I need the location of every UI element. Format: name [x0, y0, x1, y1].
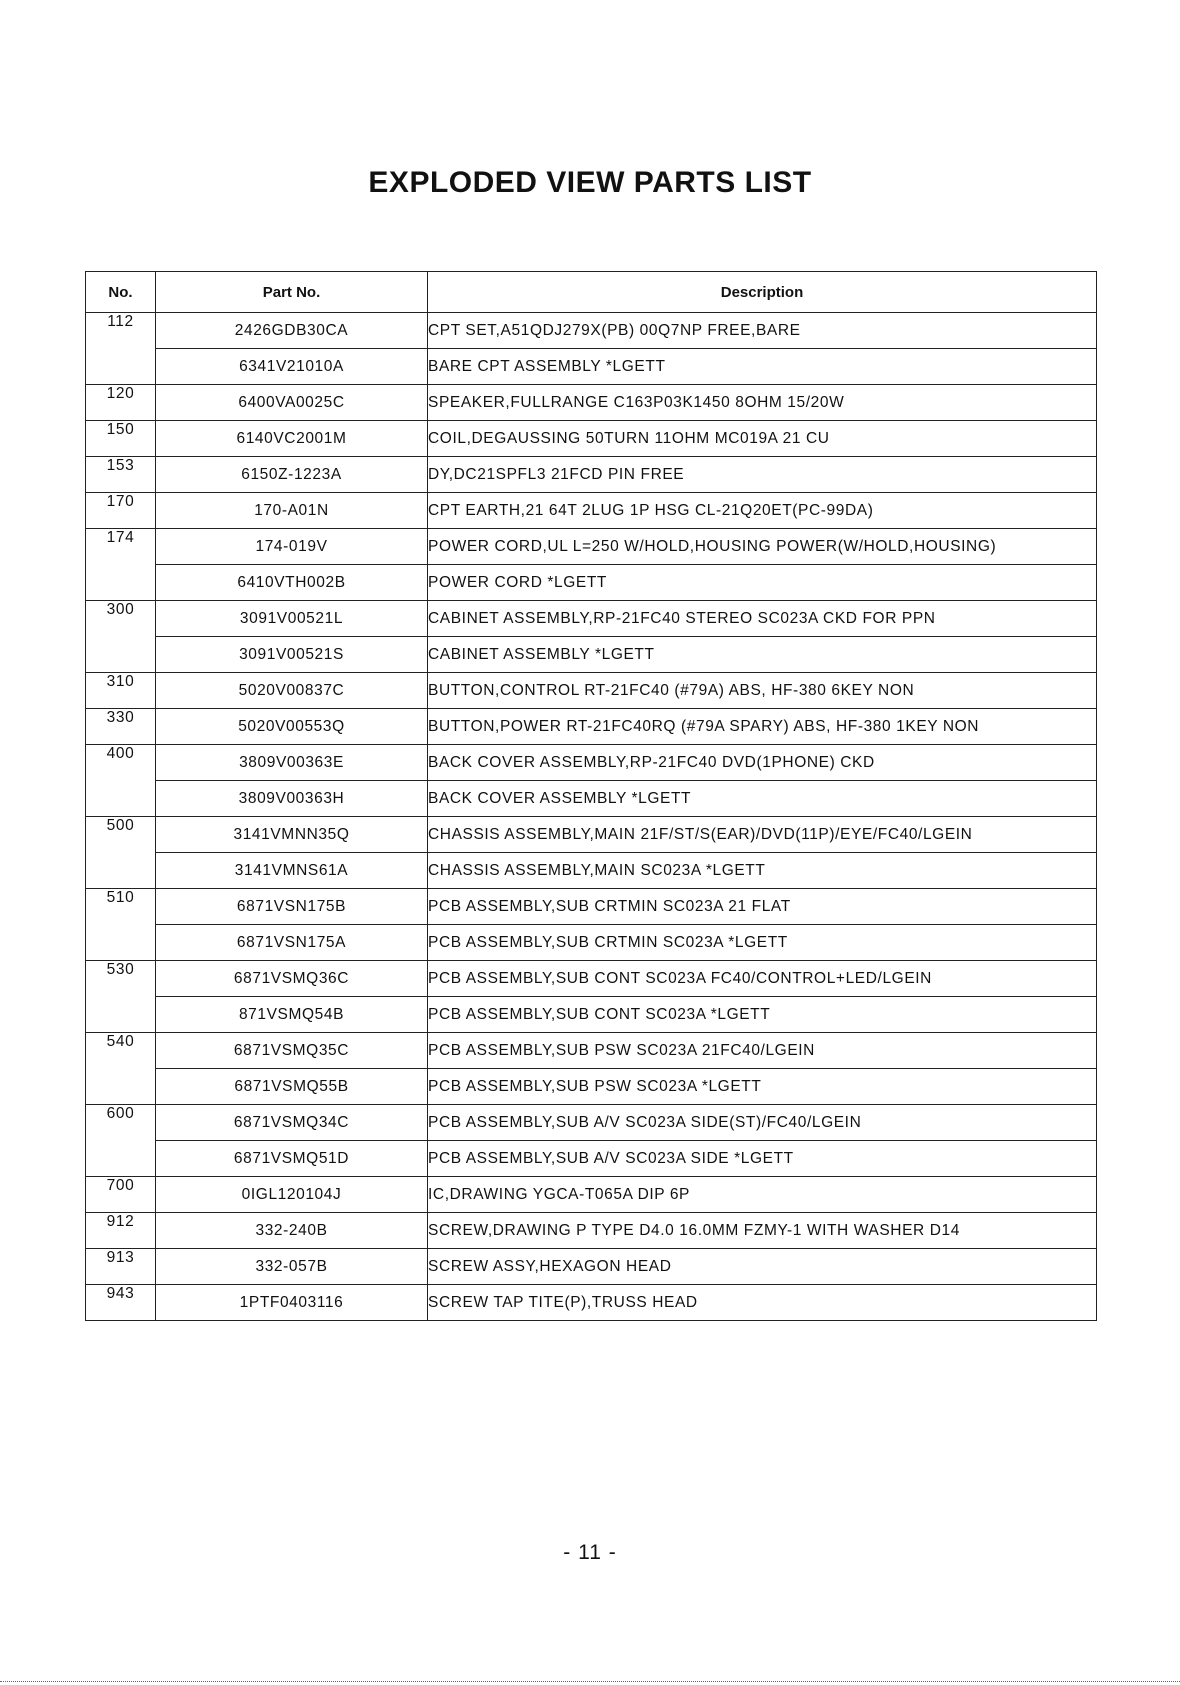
part-number-cell: 0IGL120104J — [156, 1177, 428, 1213]
parts-table-body — [86, 313, 1097, 1321]
description-cell: CPT SET,A51QDJ279X(PB) 00Q7NP FREE,BARE — [428, 313, 1097, 349]
item-number-cell: 530 — [86, 961, 156, 1033]
table-row — [86, 1285, 1097, 1321]
description-cell: CABINET ASSEMBLY,RP-21FC40 STEREO SC023A CKD FOR PPN — [428, 601, 1097, 637]
column-header-part-no: Part No. — [156, 272, 428, 313]
description-cell: PCB ASSEMBLY,SUB CRTMIN SC023A *LGETT — [428, 925, 1097, 961]
table-row — [86, 1249, 1097, 1285]
item-number-cell: 330 — [86, 709, 156, 745]
table-row — [86, 637, 1097, 673]
part-number-cell: 6871VSN175A — [156, 925, 428, 961]
part-number-cell: 1PTF0403116 — [156, 1285, 428, 1321]
table-row — [86, 313, 1097, 349]
description-cell: PCB ASSEMBLY,SUB PSW SC023A *LGETT — [428, 1069, 1097, 1105]
table-row — [86, 1213, 1097, 1249]
description-cell: BACK COVER ASSEMBLY,RP-21FC40 DVD(1PHONE) CKD — [428, 745, 1097, 781]
part-number-cell: 871VSMQ54B — [156, 997, 428, 1033]
table-row — [86, 1141, 1097, 1177]
page-number: - 11 - — [563, 1541, 617, 1564]
column-header-no: No. — [86, 272, 156, 313]
item-number-cell: 540 — [86, 1033, 156, 1105]
table-row — [86, 709, 1097, 745]
table-row — [86, 961, 1097, 997]
part-number-cell: 3141VMNS61A — [156, 853, 428, 889]
description-cell: BUTTON,CONTROL RT-21FC40 (#79A) ABS, HF-380 6KEY NON — [428, 673, 1097, 709]
description-cell: BARE CPT ASSEMBLY *LGETT — [428, 349, 1097, 385]
item-number-cell: 153 — [86, 457, 156, 493]
table-row — [86, 457, 1097, 493]
column-header-description: Description — [428, 272, 1097, 313]
part-number-cell: 2426GDB30CA — [156, 313, 428, 349]
part-number-cell: 3091V00521L — [156, 601, 428, 637]
part-number-cell: 174-019V — [156, 529, 428, 565]
item-number-cell: 912 — [86, 1213, 156, 1249]
description-cell: PCB ASSEMBLY,SUB PSW SC023A 21FC40/LGEIN — [428, 1033, 1097, 1069]
description-cell: PCB ASSEMBLY,SUB A/V SC023A SIDE *LGETT — [428, 1141, 1097, 1177]
table-row — [86, 601, 1097, 637]
description-cell: SCREW ASSY,HEXAGON HEAD — [428, 1249, 1097, 1285]
item-number-cell: 600 — [86, 1105, 156, 1177]
item-number-cell: 120 — [86, 385, 156, 421]
item-number-cell: 310 — [86, 673, 156, 709]
item-number-cell: 913 — [86, 1249, 156, 1285]
table-row — [86, 1069, 1097, 1105]
description-cell: BUTTON,POWER RT-21FC40RQ (#79A SPARY) ABS, HF-380 1KEY NON — [428, 709, 1097, 745]
description-cell: DY,DC21SPFL3 21FCD PIN FREE — [428, 457, 1097, 493]
part-number-cell: 3809V00363H — [156, 781, 428, 817]
part-number-cell: 170-A01N — [156, 493, 428, 529]
item-number-cell: 300 — [86, 601, 156, 673]
part-number-cell: 6140VC2001M — [156, 421, 428, 457]
part-number-cell: 6871VSMQ55B — [156, 1069, 428, 1105]
description-cell: PCB ASSEMBLY,SUB CONT SC023A *LGETT — [428, 997, 1097, 1033]
item-number-cell: 500 — [86, 817, 156, 889]
table-row — [86, 853, 1097, 889]
description-cell: PCB ASSEMBLY,SUB CONT SC023A FC40/CONTROL+LED/LGEIN — [428, 961, 1097, 997]
table-row — [86, 1177, 1097, 1213]
description-cell: IC,DRAWING YGCA-T065A DIP 6P — [428, 1177, 1097, 1213]
part-number-cell: 6341V21010A — [156, 349, 428, 385]
table-row — [86, 385, 1097, 421]
description-cell: BACK COVER ASSEMBLY *LGETT — [428, 781, 1097, 817]
part-number-cell: 3091V00521S — [156, 637, 428, 673]
item-number-cell: 943 — [86, 1285, 156, 1321]
part-number-cell: 5020V00553Q — [156, 709, 428, 745]
table-row — [86, 1105, 1097, 1141]
table-row — [86, 493, 1097, 529]
table-row — [86, 529, 1097, 565]
table-row — [86, 889, 1097, 925]
description-cell: PCB ASSEMBLY,SUB A/V SC023A SIDE(ST)/FC40/LGEIN — [428, 1105, 1097, 1141]
table-row — [86, 781, 1097, 817]
item-number-cell: 112 — [86, 313, 156, 385]
part-number-cell: 6871VSMQ35C — [156, 1033, 428, 1069]
part-number-cell: 332-240B — [156, 1213, 428, 1249]
part-number-cell: 6400VA0025C — [156, 385, 428, 421]
description-cell: SCREW,DRAWING P TYPE D4.0 16.0MM FZMY-1 WITH WASHER D14 — [428, 1213, 1097, 1249]
item-number-cell: 400 — [86, 745, 156, 817]
table-row — [86, 421, 1097, 457]
description-cell: CABINET ASSEMBLY *LGETT — [428, 637, 1097, 673]
part-number-cell: 6410VTH002B — [156, 565, 428, 601]
part-number-cell: 6871VSMQ51D — [156, 1141, 428, 1177]
table-row — [86, 565, 1097, 601]
part-number-cell: 6871VSMQ36C — [156, 961, 428, 997]
description-cell: SPEAKER,FULLRANGE C163P03K1450 8OHM 15/20W — [428, 385, 1097, 421]
description-cell: CPT EARTH,21 64T 2LUG 1P HSG CL-21Q20ET(PC-99DA) — [428, 493, 1097, 529]
description-cell: COIL,DEGAUSSING 50TURN 11OHM MC019A 21 CU — [428, 421, 1097, 457]
parts-table — [85, 271, 1097, 1321]
item-number-cell: 510 — [86, 889, 156, 961]
part-number-cell: 3141VMNN35Q — [156, 817, 428, 853]
part-number-cell: 3809V00363E — [156, 745, 428, 781]
item-number-cell: 170 — [86, 493, 156, 529]
part-number-cell: 6871VSN175B — [156, 889, 428, 925]
table-row — [86, 745, 1097, 781]
table-row — [86, 997, 1097, 1033]
page-title: EXPLODED VIEW PARTS LIST — [368, 166, 812, 199]
description-cell: PCB ASSEMBLY,SUB CRTMIN SC023A 21 FLAT — [428, 889, 1097, 925]
item-number-cell: 174 — [86, 529, 156, 601]
table-row — [86, 925, 1097, 961]
part-number-cell: 5020V00837C — [156, 673, 428, 709]
table-row — [86, 1033, 1097, 1069]
item-number-cell: 700 — [86, 1177, 156, 1213]
part-number-cell: 6871VSMQ34C — [156, 1105, 428, 1141]
bottom-dotted-rule — [0, 1681, 1180, 1682]
table-row — [86, 673, 1097, 709]
description-cell: POWER CORD *LGETT — [428, 565, 1097, 601]
part-number-cell: 6150Z-1223A — [156, 457, 428, 493]
table-row — [86, 349, 1097, 385]
part-number-cell: 332-057B — [156, 1249, 428, 1285]
description-cell: CHASSIS ASSEMBLY,MAIN SC023A *LGETT — [428, 853, 1097, 889]
table-row — [86, 817, 1097, 853]
description-cell: SCREW TAP TITE(P),TRUSS HEAD — [428, 1285, 1097, 1321]
description-cell: CHASSIS ASSEMBLY,MAIN 21F/ST/S(EAR)/DVD(11P)/EYE/FC40/LGEIN — [428, 817, 1097, 853]
item-number-cell: 150 — [86, 421, 156, 457]
table-header-row — [86, 272, 1097, 313]
description-cell: POWER CORD,UL L=250 W/HOLD,HOUSING POWER(W/HOLD,HOUSING) — [428, 529, 1097, 565]
